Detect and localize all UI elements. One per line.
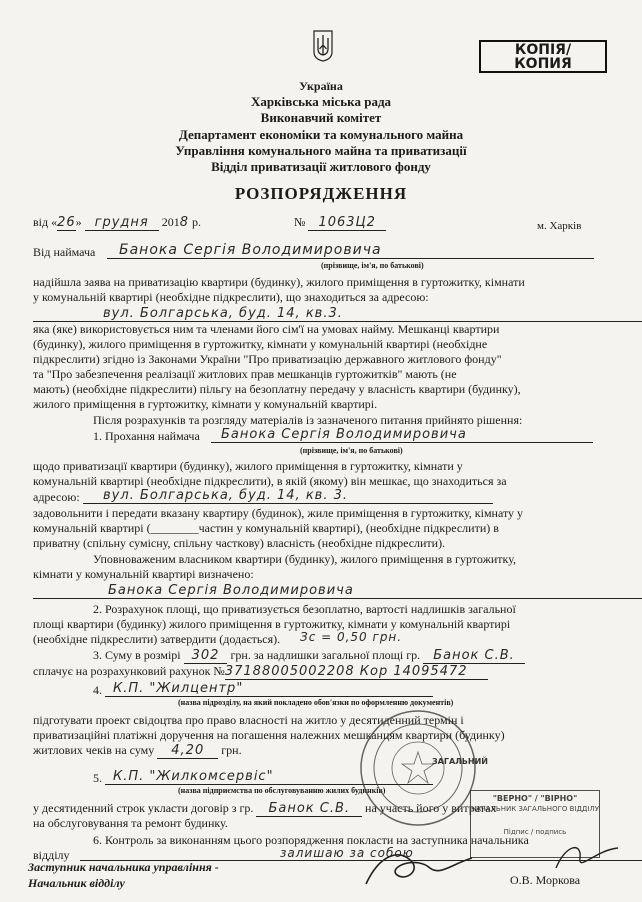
- body-line: приватизаційні платіжні доручення на погашення належних мешканцям квартири (будинку): [33, 728, 505, 742]
- address-label: адресою:: [33, 490, 80, 504]
- point-4-org: К.П. "Жилцентр": [105, 681, 433, 697]
- verno-stamp-signature-label: Підпис / подпись: [503, 828, 567, 836]
- cheques-unit: грн.: [221, 743, 242, 757]
- control-handwritten: залишаю за собою: [80, 846, 642, 861]
- country-heading: Україна: [299, 79, 343, 93]
- signatory-title-1: Заступник начальника управління -: [28, 860, 219, 874]
- body-line: задовольнити і передати вказану квартиру (будинок), жиле приміщення в гуртожитку, кімнату у: [33, 506, 524, 520]
- point-3-label: 3. Суму в розмірі: [93, 648, 181, 662]
- date-year-prefix: 201: [161, 215, 180, 229]
- body-line: Уповноваженим власником квартири (будинку), жилого приміщення в гуртожитку,: [93, 552, 517, 566]
- tenant-caption: (прізвище, ім'я, по батькові): [321, 261, 424, 270]
- contract-name: Банок С.В.: [256, 801, 362, 817]
- rate-handwritten: Зс = 0,50 грн.: [300, 630, 403, 644]
- body-line: кімнати у комунальній квартирі визначено:: [33, 567, 254, 581]
- verno-stamp-chief: НАЧАЛЬНИК ЗАГАЛЬНОГО ВІДДІЛУ: [471, 805, 599, 813]
- contract-label: у десятиденний строк укласти договір з гр.: [33, 801, 254, 815]
- point-3-amount: 302: [184, 648, 228, 664]
- owner-handwritten: Банока Сергія Володимировича: [33, 583, 642, 599]
- point-3-text: грн. за надлишки загальної площі гр.: [230, 648, 421, 662]
- date-year-suffix: р.: [192, 215, 202, 229]
- signatory-name: О.В. Моркова: [510, 873, 581, 887]
- body-line: (необхідне підкреслити) затвердити (додається).: [33, 632, 281, 646]
- date-mid: »: [75, 215, 82, 229]
- directorate-heading: Управління комунального майна та приватизації: [175, 143, 467, 158]
- point-4-caption: (назва підрозділу, на який покладено обов'язки по оформленню документів): [178, 698, 454, 707]
- date-month: грудня: [85, 215, 159, 231]
- copy-stamp-line-1: КОПІЯ/: [514, 42, 572, 58]
- handwritten-signature-icon: [360, 844, 480, 890]
- cheques-line: [33, 743, 242, 758]
- date-day: 26: [57, 215, 76, 230]
- committee-heading: Виконавчий комітет: [260, 110, 382, 125]
- tenant-label: Від наймача: [33, 245, 96, 259]
- contract-text: на участь його у витратах: [365, 801, 497, 815]
- body-line: площі квартири (будинку) жилого приміщення в гуртожитку, кімнати у комунальній квартирі: [33, 617, 511, 631]
- order-date: [33, 215, 201, 230]
- account-number: 37188005002208 Кор 14095472: [225, 664, 488, 680]
- point-1-name: Банока Сергія Володимировича: [211, 427, 593, 443]
- document-title: РОЗПОРЯДЖЕННЯ: [234, 184, 408, 203]
- council-heading: Харківська міська рада: [250, 94, 392, 109]
- body-line: жилого приміщення в гуртожитку, кімнати у комунальній квартирі.: [33, 397, 378, 411]
- stamp-signature-icon: [552, 838, 622, 878]
- point-5-org: К.П. "Жилкомсервіс": [105, 769, 433, 785]
- seal-general-label: ЗАГАЛЬНИЙ: [432, 757, 488, 766]
- point-3: [93, 648, 525, 663]
- body-line: підкреслити) згідно із Законами України "Про приватизацію державного житлового фонду": [33, 352, 502, 366]
- trident-emblem-icon: [313, 30, 333, 62]
- date-prefix: від «: [33, 215, 58, 229]
- division-heading: Відділ приватизації житлового фонду: [211, 159, 431, 174]
- body-line: відділу: [33, 848, 70, 862]
- body-line: у комунальній квартирі (необхідне підкреслити), що знаходиться за адресою:: [33, 290, 429, 304]
- signatory-title-2: Начальник відділу: [28, 876, 125, 890]
- body-line: та "Про забезпечення реалізації житлових прав мешканців гуртожитків" мають (не: [33, 367, 457, 381]
- account-label: сплачує на розрахунковий рахунок №: [33, 664, 225, 678]
- body-line: надійшла заява на приватизацію квартири (будинку), жилого приміщення в гуртожитку, кімнати: [33, 275, 525, 289]
- address-handwritten: вул. Болгарська, буд. 14, кв.3.: [33, 306, 642, 322]
- body-line: 6. Контроль за виконанням цього розпорядження покласти на заступника начальника: [93, 833, 529, 847]
- point-5-caption: (назва підприємства по обслуговуванню жилих будинків): [178, 786, 386, 795]
- body-line: комунальній квартирі (________частин у комунальній квартирі), (необхідне підкреслити) в: [33, 521, 499, 535]
- number-label: №: [294, 215, 306, 229]
- body-line: мають) (необхідне підкреслити) пільгу на безоплатну передачу у власність квартири (будинку),: [33, 382, 521, 396]
- department-heading: Департамент економіки та комунального майна: [178, 127, 464, 142]
- body-line: щодо приватизації квартири (будинку), жилого приміщення в гуртожитку, кімнати у: [33, 459, 463, 473]
- body-line: Після розрахунків та розгляду матеріалів із зазначеного питання прийнято рішення:: [93, 413, 523, 427]
- point-5-label: 5.: [93, 771, 102, 785]
- date-year-digit: 8: [179, 215, 190, 230]
- cheques-label: житлових чеків на суму: [33, 743, 155, 757]
- verno-stamp-title: "ВЕРНО" / "ВІРНО": [492, 794, 578, 803]
- point-3-name: Банок С.В.: [423, 648, 525, 664]
- tenant-name: Банока Сергія Володимировича: [107, 242, 594, 259]
- round-seal-icon: [358, 708, 478, 828]
- address-2-handwritten: вул. Болгарська, буд. 14, кв. 3.: [83, 488, 493, 504]
- point-1-label: 1. Прохання наймача: [93, 429, 200, 443]
- copy-stamp: [479, 40, 607, 73]
- body-line: приватну (спільну сумісну, спільну часткову) власність (необхідне підкреслити).: [33, 536, 446, 550]
- body-line: (будинку), жилого приміщення в гуртожитку, кімнати у комунальній квартирі (необхідне: [33, 337, 488, 351]
- body-line: комунальній квартирі (необхідне підкреслити), в якій (якому) він мешкає, що знаходиться за: [33, 474, 507, 488]
- city-label: м. Харків: [537, 220, 582, 232]
- cheques-sum: 4,20: [157, 743, 218, 759]
- account-line: [33, 664, 488, 679]
- copy-stamp-line-2: КОПИЯ: [514, 56, 572, 72]
- point-4-label: 4.: [93, 683, 102, 697]
- point-1-caption: (прізвище, ім'я, по батькові): [300, 446, 403, 455]
- body-line: на обслуговування та ремонт будинку.: [33, 816, 228, 830]
- body-line: підготувати проект свідоцтва про право власності на житло у десятиденний термін і: [33, 713, 464, 727]
- number-value: 1063Ц2: [308, 215, 385, 231]
- body-line: 2. Розрахунок площі, що приватизується безоплатно, вартості надлишків загальної: [93, 602, 516, 616]
- order-number: [294, 215, 386, 230]
- body-line: яка (яке) використовується ним та членами його сім'ї на умовах найму. Мешканці квартири: [33, 322, 500, 336]
